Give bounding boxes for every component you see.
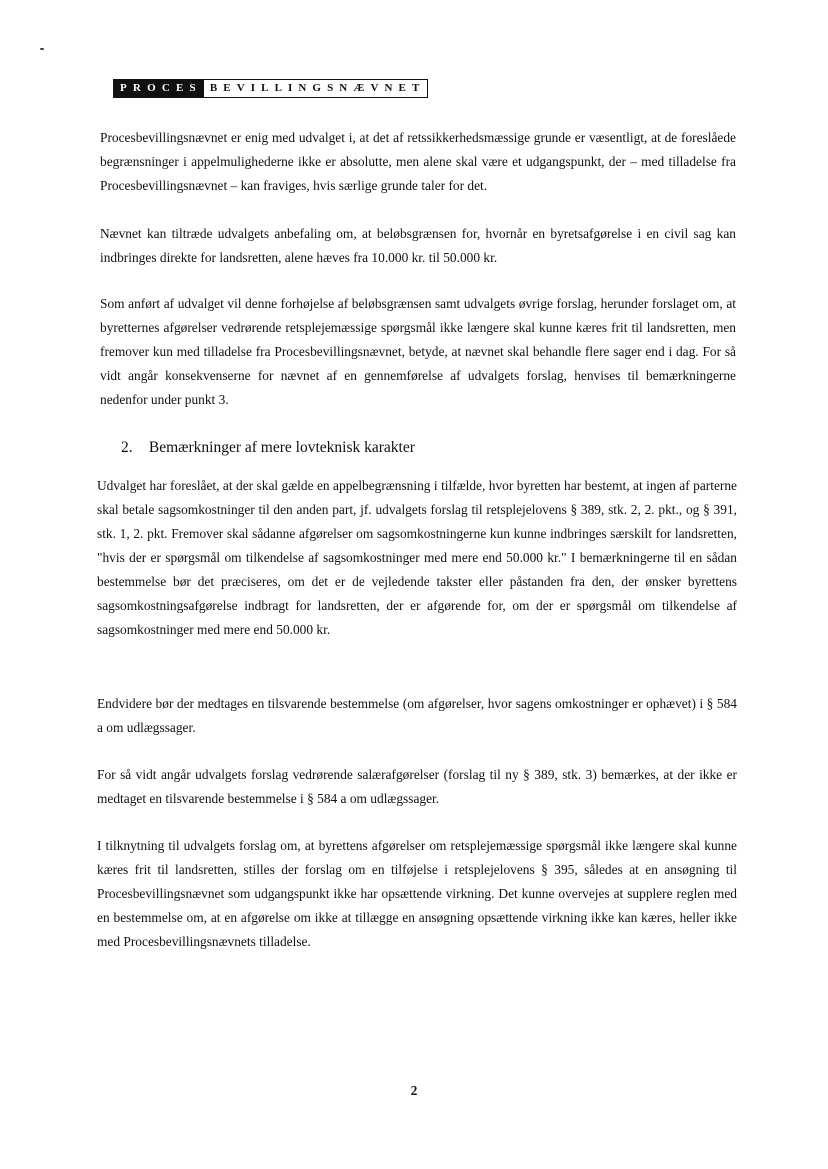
paragraph-4: Udvalget har foreslået, at der skal gælde en appelbegrænsning i tilfælde, hvor byretten har bestemt, at ingen af parterne skal betale sagsomkostninger til den anden part, jf. udvalgets forslag til retsplejelovens § 389, stk. 2, 2. pkt., og § 391, stk. 1, 2. pkt. Fremover skal sådanne afgørelser om sagsomkostningerne kun kunne indbringes særskilt for landsretten, "hvis der er spørgsmål om tilkendelse af sagsomkostninger med mere end 50.000 kr." I bemærkningerne til en sådan bestemmelse bør det præciseres, om det er de vejledende takster eller påstanden fra den, der ønsker byrettens sagsomkostningsafgørelse indbragt for landsretten, der er afgørende for, om der er spørgsmål om tilkendelse af sagsomkostninger med mere end 50.000 kr. (97, 478, 737, 637)
section-title: Bemærkninger af mere lovteknisk karakter (148, 439, 415, 456)
header-logo (113, 79, 428, 98)
page-number: 2 (410, 1083, 418, 1098)
paragraph-2: Nævnet kan tiltræde udvalgets anbefaling om, at beløbsgrænsen for, hvornår en byretsafgørelse i en civil sag kan indbringes direkte for landsretten, alene hæves fra 10.000 kr. til 50.000 kr. (100, 226, 736, 265)
paragraph-1: Procesbevillingsnævnet er enig med udvalget i, at det af retssikkerhedsmæssige grunde er væsentligt, at de foreslåede begrænsninger i appelmulighederne ikke er absolutte, men alene skal være et udgangspunkt, der – med tilladelse fra Procesbevillingsnævnet – kan fraviges, hvis særlige grunde taler for det. (100, 130, 736, 193)
logo-light-text: BEVILLINGSNÆVNET (209, 82, 426, 94)
logo-dark-text: PROCES (114, 80, 204, 97)
paragraph-6: For så vidt angår udvalgets forslag vedrørende salærafgørelser (forslag til ny § 389, stk. 3) bemærkes, at der ikke er medtaget en tilsvarende bestemmelse i § 584 a om udlægssager. (97, 767, 737, 806)
paragraph-5: Endvidere bør der medtages en tilsvarende bestemmelse (om afgørelser, hvor sagens omkostninger er ophævet) i § 584 a om udlægssager. (97, 696, 737, 735)
paragraph-7: I tilknytning til udvalgets forslag om, at byrettens afgørelser om retsplejemæssige spørgsmål ikke længere skal kunne kæres frit til landsretten, stilles der forslag om en tilføjelse i retsplejelovens § 395, således at en ansøgning til Procesbevillingsnævnet som udgangspunkt ikke har opsættende virkning. Det kunne overvejes at supplere reglen med en bestemmelse om, at en afgørelse om ikke at tillægge en ansøgning opsættende virkning ikke kan kæres, heller ikke med Procesbevillingsnævnets tilladelse. (97, 838, 737, 949)
section-heading (121, 436, 415, 460)
paragraph-3: Som anført af udvalget vil denne forhøjelse af beløbsgrænsen samt udvalgets øvrige forslag, herunder forslaget om, at byretternes afgørelser vedrørende retsplejemæssige spørgsmål ikke længere skal kunne kæres frit til landsretten, men fremover kun med tilladelse fra Procesbevillingsnævnet, betyde, at nævnet skal behandle flere sager end i dag. For så vidt angår konsekvenserne for nævnet af en gennemførelse af udvalgets forslag, henvises til bemærkningerne nedenfor under punkt 3. (100, 296, 736, 407)
section-number: 2. (121, 439, 133, 456)
scan-speck (40, 48, 44, 50)
